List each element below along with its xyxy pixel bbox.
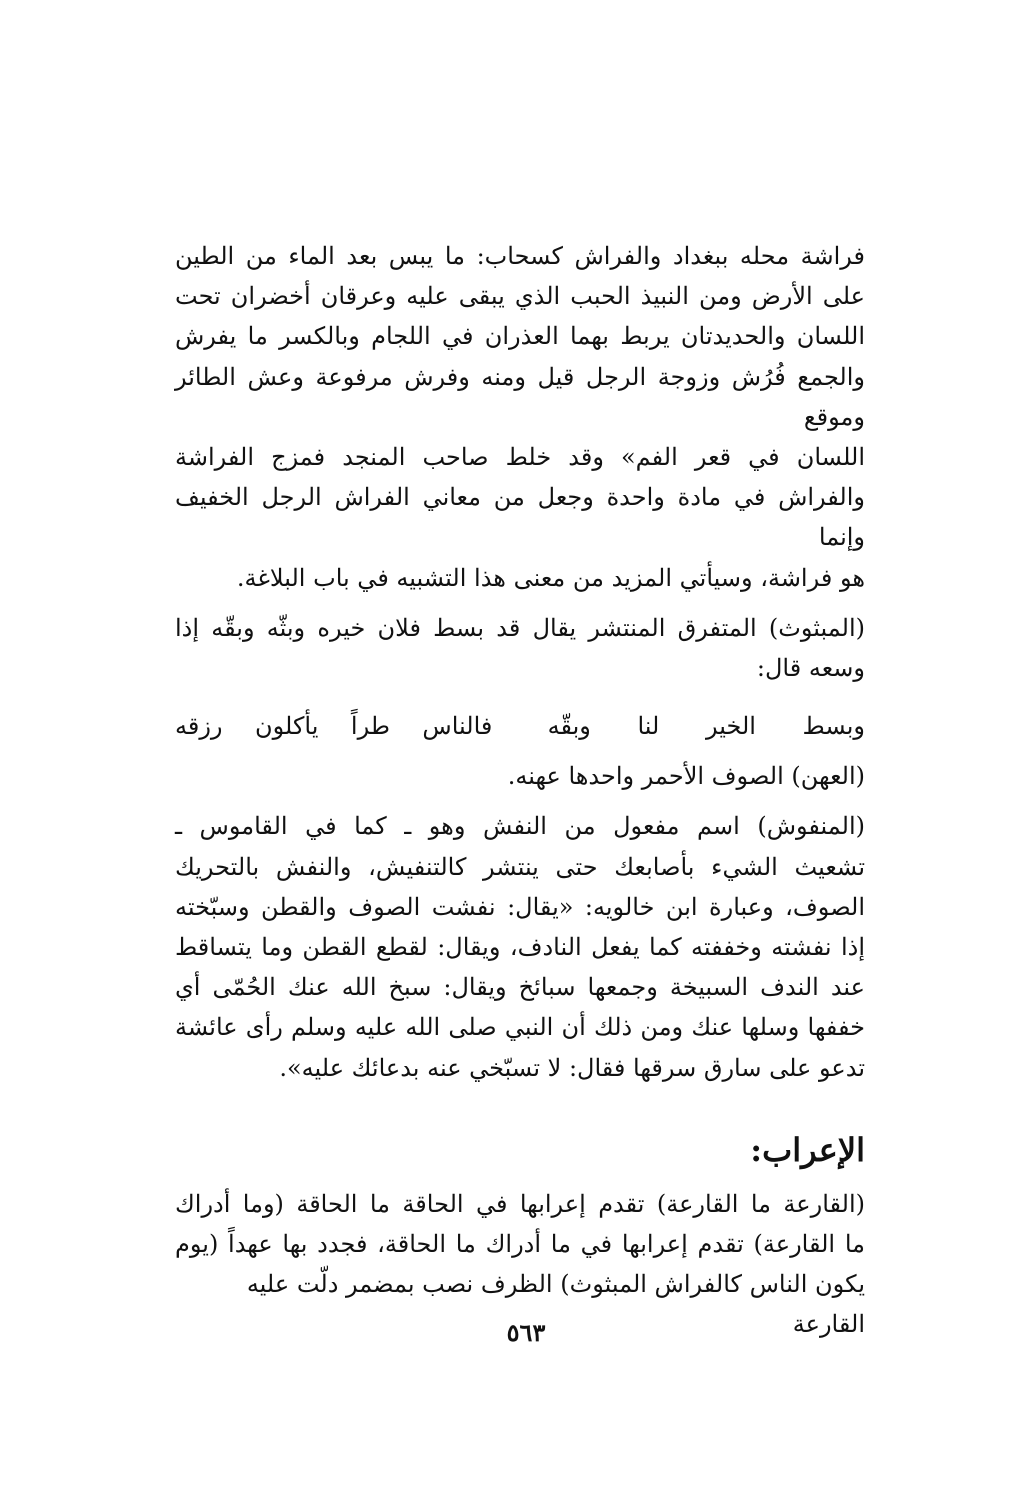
- text-line: فراشة محله ببغداد والفراش كسحاب: ما يبس بعد الماء من الطين: [175, 242, 865, 270]
- paragraph-manfush: [175, 806, 865, 1087]
- text-line: اللسان في قعر الفم» وقد خلط صاحب المنجد فمزج الفراشة: [175, 443, 865, 472]
- page-body: [175, 236, 865, 1345]
- text-line: (المنفوش) اسم مفعول من النفش وهو ـ كما في القاموس ـ: [175, 812, 865, 841]
- page-number: ٥٦٣: [506, 1318, 546, 1347]
- text-line: خففها وسلها عنك ومن ذلك أن النبي صلى الله عليه وسلم رأى عائشة: [175, 1013, 865, 1042]
- verse-second-hemistich: فالناس طراً يأكلون رزقه: [175, 712, 493, 741]
- text-line: تدعو على سارق سرقها فقال: لا تسبّخي عنه بدعائك عليه».: [279, 1053, 865, 1082]
- text-line: اللسان والحديدتان يربط بهما العذران في اللجام وبالكسر ما يفرش: [175, 322, 865, 351]
- text-line: تشعيث الشيء بأصابعك حتى ينتشر كالتنفيش، والنفش بالتحريك: [175, 852, 866, 881]
- poetry-verse: [175, 706, 865, 746]
- text-line: والفراش في مادة واحدة وجعل من معاني الفراش الرجل الخفيف وإنما: [175, 483, 865, 552]
- text-line: (القارعة ما القارعة) تقدم إعرابها في الحاقة ما الحاقة (وما أدراك: [175, 1189, 865, 1218]
- text-line: يكون الناس كالفراش المبثوث) الظرف نصب بمضمر دلّت عليه القارعة: [246, 1270, 865, 1339]
- text-line: الصوف، وعبارة ابن خالويه: «يقال: نفشت الصوف والقطن وسبّخته: [175, 892, 865, 921]
- text-line: والجمع فُرُش وزوجة الرجل قيل ومنه وفرش مرفوعة وعش الطائر وموقع: [175, 362, 865, 431]
- paragraph-mabthuth: [175, 608, 865, 688]
- text-line: (المبثوث) المتفرق المنتشر يقال قد بسط فلان خيره وبثّه وبقّه إذا: [175, 613, 865, 642]
- text-line: عند الندف السبيخة وجمعها سبائخ ويقال: سبخ الله عنك الحُمّى أي: [175, 973, 865, 1002]
- text-line: ما القارعة) تقدم إعرابها في ما أدراك ما الحاقة، فجدد بها عهداً (يوم: [175, 1230, 865, 1259]
- paragraph-farasha: [175, 236, 865, 598]
- text-line: (العهن) الصوف الأحمر واحدها عهنه.: [507, 762, 865, 791]
- text-line: إذا نفشته وخففته كما يفعل النادف، ويقال: لقطع القطن وما يتساقط: [175, 933, 865, 962]
- text-line: هو فراشة، وسيأتي المزيد من معنى هذا التشبيه في باب البلاغة.: [236, 563, 865, 592]
- section-heading-irab: الإعراب:: [750, 1130, 865, 1169]
- text-line: على الأرض ومن النبيذ الحبب الذي يبقى عليه وعرقان أخضران تحت: [175, 282, 865, 311]
- verse-first-hemistich: وبسط الخير لنا وبقّه: [547, 712, 865, 741]
- text-line: وسعه قال:: [756, 654, 865, 683]
- paragraph-ihn: [175, 756, 865, 796]
